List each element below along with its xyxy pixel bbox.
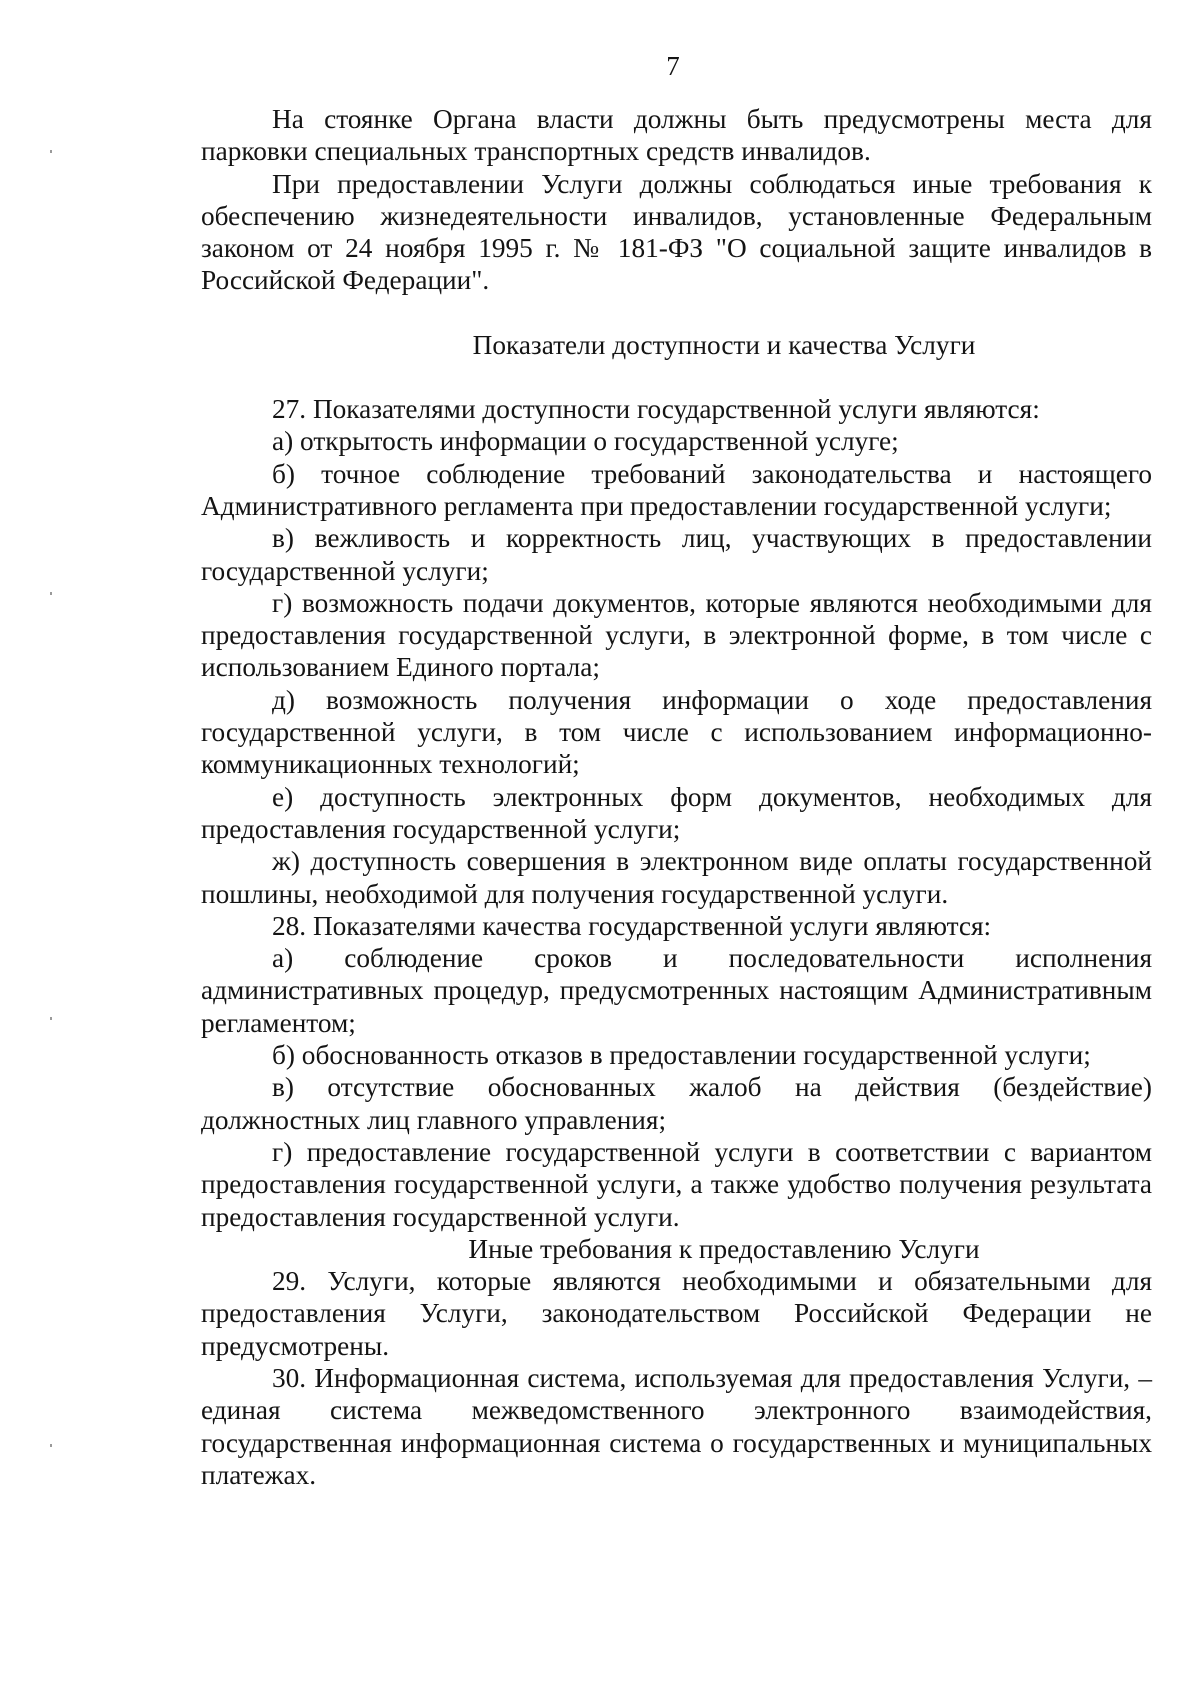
scan-mark	[50, 1017, 52, 1020]
paragraph-item-27v: в) вежливость и корректность лиц, участвующих в предоставлении государственной услуги;	[201, 523, 1152, 586]
paragraph-disabled-requirements: При предоставлении Услуги должны соблюдаться иные требования к обеспечению жизнедеятельности инвалидов, установленные Федеральным законом от 24 ноября 1995 г. № 181-ФЗ "О социальной защите инвалидов в Российской Федерации".	[201, 168, 1152, 296]
scan-mark	[50, 150, 52, 153]
paragraph-item-28g: г) предоставление государственной услуги в соответствии с вариантом предоставления государственной услуги, а также удобство получения результата предоставления государственной услуги.	[201, 1136, 1152, 1232]
scan-mark	[50, 1444, 52, 1447]
paragraph-item-30: 30. Информационная система, используемая для предоставления Услуги, – единая система межведомственного электронного взаимодействия, государственная информационная система о государственных и муниципальных платежах.	[201, 1362, 1152, 1490]
paragraph-item-27g: г) возможность подачи документов, которые являются необходимыми для предоставления государственной услуги, в электронной форме, в том числе с использованием Единого портала;	[201, 587, 1152, 683]
paragraph-item-29: 29. Услуги, которые являются необходимыми и обязательными для предоставления Услуги, законодательством Российской Федерации не предусмотрены.	[201, 1266, 1152, 1361]
section-heading-quality: Показатели доступности и качества Услуги	[472, 329, 976, 360]
paragraph-item-28v: в) отсутствие обоснованных жалоб на действия (бездействие) должностных лиц главного управления;	[201, 1072, 1152, 1135]
paragraph-item-27zh: ж) доступность совершения в электронном виде оплаты государственной пошлины, необходимой для получения государственной услуги.	[201, 846, 1152, 909]
paragraph-item-28: 28. Показателями качества государственной услуги являются:	[272, 910, 992, 941]
paragraph-item-27b: б) точное соблюдение требований законодательства и настоящего Административного регламента при предоставлении государственной услуги;	[201, 458, 1152, 521]
paragraph-item-28b: б) обоснованность отказов в предоставлении государственной услуги;	[272, 1040, 1091, 1071]
paragraph-item-27: 27. Показателями доступности государственной услуги являются:	[272, 394, 1040, 425]
scan-mark	[50, 592, 52, 595]
paragraph-item-27d: д) возможность получения информации о ходе предоставления государственной услуги, в том числе с использованием информационно-коммуникационных технологий;	[201, 684, 1152, 780]
paragraph-item-27a: а) открытость информации о государственной услуге;	[272, 426, 899, 457]
page-number: 7	[666, 51, 680, 81]
document-body	[201, 103, 1152, 1491]
paragraph-item-28a: а) соблюдение сроков и последовательности исполнения административных процедур, предусмотренных настоящим Административным регламентом;	[201, 943, 1152, 1038]
paragraph-item-27e: е) доступность электронных форм документов, необходимых для предоставления государственной услуги;	[201, 781, 1152, 844]
section-heading-other: Иные требования к предоставлению Услуги	[468, 1233, 980, 1264]
paragraph-parking: На стоянке Органа власти должны быть предусмотрены места для парковки специальных транспортных средств инвалидов.	[201, 104, 1152, 167]
